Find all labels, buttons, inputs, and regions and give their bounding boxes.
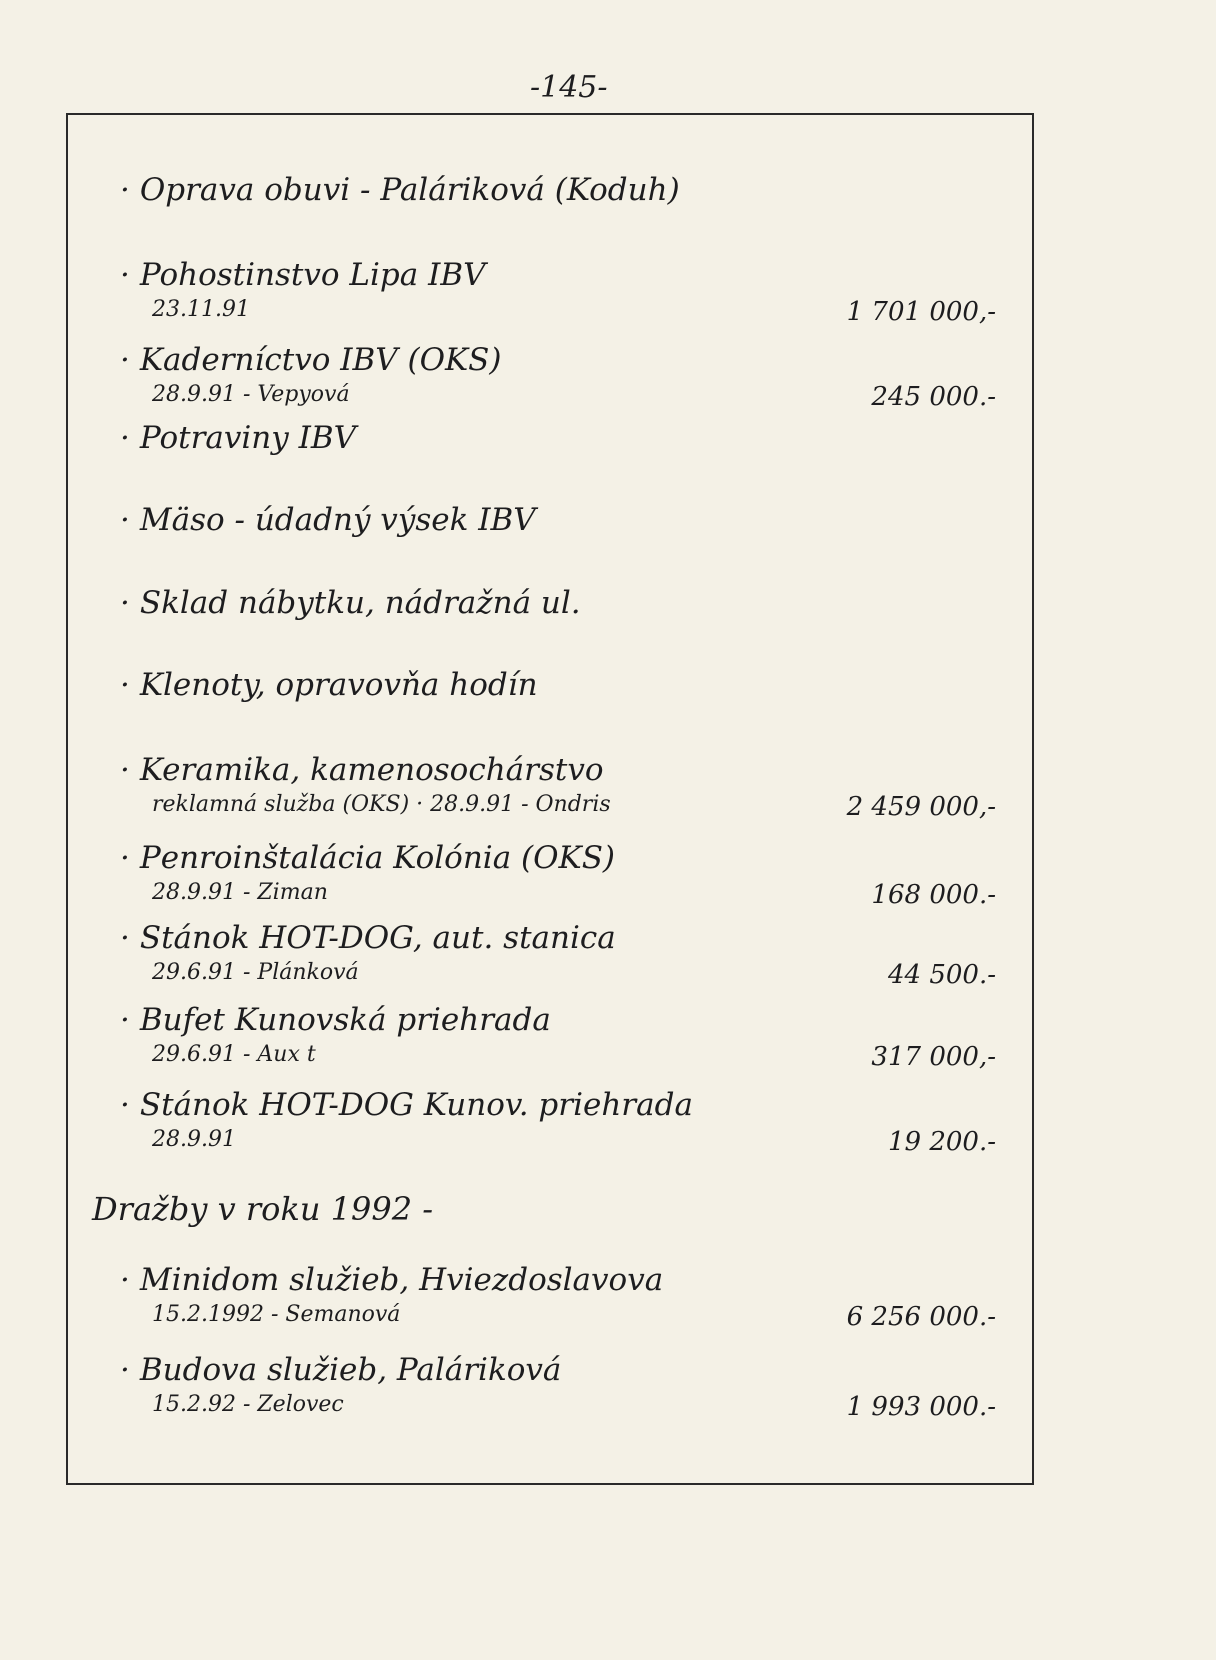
list-item: [120, 838, 1020, 908]
bullet-icon: ·: [120, 920, 130, 956]
entry-title-line: [120, 418, 1020, 458]
list-item: [120, 583, 1020, 623]
bullet-icon: ·: [120, 257, 130, 293]
bullet-icon: ·: [120, 1262, 130, 1298]
entry-title-line: [120, 255, 1020, 295]
list-item: [120, 1000, 1020, 1070]
page-number: -145-: [530, 70, 608, 105]
entry-title: Stánok HOT-DOG Kunov. priehrada: [139, 1087, 693, 1123]
list-item: [120, 1350, 1020, 1420]
entry-title: Potraviny IBV: [139, 420, 357, 456]
entry-title: Kaderníctvo IBV (OKS): [139, 342, 502, 378]
entry-title: Stánok HOT-DOG, aut. stanica: [139, 920, 616, 956]
list-item: [120, 1085, 1020, 1155]
entry-title-line: [120, 665, 1020, 705]
entry-title: Minidom služieb, Hviezdoslavova: [139, 1262, 664, 1298]
entry-amount: 1 701 000,-: [846, 297, 996, 327]
entry-title-line: [120, 838, 1020, 878]
entry-title-line: [120, 1085, 1020, 1125]
entry-detail: reklamná služba (OKS) · 28.9.91 - Ondris: [152, 792, 611, 817]
bullet-icon: ·: [120, 667, 130, 703]
entry-title: Pohostinstvo Lipa IBV: [139, 257, 486, 293]
bullet-icon: ·: [120, 840, 130, 876]
entry-detail: 28.9.91: [152, 1127, 236, 1152]
entry-amount: 168 000.-: [871, 880, 996, 910]
entry-title-line: [120, 340, 1020, 380]
entry-title-line: [120, 1350, 1020, 1390]
entry-amount: 317 000,-: [871, 1042, 996, 1072]
entry-title: Budova služieb, Paláriková: [139, 1352, 562, 1388]
entry-detail: 15.2.92 - Zelovec: [152, 1392, 344, 1417]
entry-amount: 6 256 000.-: [846, 1302, 996, 1332]
list-item: [120, 1260, 1020, 1330]
list-item: [120, 500, 1020, 540]
entry-amount: 44 500.-: [887, 960, 996, 990]
list-item: [120, 750, 1020, 820]
entry-title: Bufet Kunovská priehrada: [139, 1002, 551, 1038]
list-item: [120, 418, 1020, 458]
list-item: [120, 340, 1020, 410]
entry-detail: 23.11.91: [152, 297, 250, 322]
entry-title: Keramika, kamenosochárstvo: [139, 752, 604, 788]
list-item: [120, 170, 1020, 210]
bullet-icon: ·: [120, 502, 130, 538]
entry-detail: 15.2.1992 - Semanová: [152, 1302, 401, 1327]
entry-detail: 29.6.91 - Plánková: [152, 960, 359, 985]
entry-detail: 29.6.91 - Aux t: [152, 1042, 316, 1067]
entry-title-line: [120, 500, 1020, 540]
bullet-icon: ·: [120, 1002, 130, 1038]
list-item: [120, 255, 1020, 325]
entry-amount: 2 459 000,-: [846, 792, 996, 822]
entry-title-line: [120, 583, 1020, 623]
entry-amount: 1 993 000.-: [846, 1392, 996, 1422]
entry-title: Opravа obuvi - Paláriková (Koduh): [139, 172, 680, 208]
entry-title-line: [120, 170, 1020, 210]
bullet-icon: ·: [120, 1352, 130, 1388]
entry-title-line: [120, 750, 1020, 790]
entry-title: Mäso - údadný výsek IBV: [139, 502, 536, 538]
bullet-icon: ·: [120, 420, 130, 456]
bullet-icon: ·: [120, 585, 130, 621]
bullet-icon: ·: [120, 752, 130, 788]
entry-title: Klenoty, opravovňa hodín: [139, 667, 538, 703]
bullet-icon: ·: [120, 172, 130, 208]
entry-title-line: [120, 1000, 1020, 1040]
list-item: [120, 918, 1020, 988]
entry-detail: 28.9.91 - Ziman: [152, 880, 328, 905]
list-item: [120, 665, 1020, 705]
entry-title: Pепroinštalácia Kolónia (OKS): [139, 840, 616, 876]
bullet-icon: ·: [120, 342, 130, 378]
entry-amount: 245 000.-: [871, 382, 996, 412]
entry-title-line: [120, 918, 1020, 958]
bullet-icon: ·: [120, 1087, 130, 1123]
entry-detail: 28.9.91 - Vepyová: [152, 382, 350, 407]
entry-amount: 19 200.-: [887, 1127, 996, 1157]
section-title-1992: Dražby v roku 1992 -: [92, 1190, 434, 1228]
entry-title: Sklad nábytku, nádražná ul.: [139, 585, 581, 621]
entry-title-line: [120, 1260, 1020, 1300]
